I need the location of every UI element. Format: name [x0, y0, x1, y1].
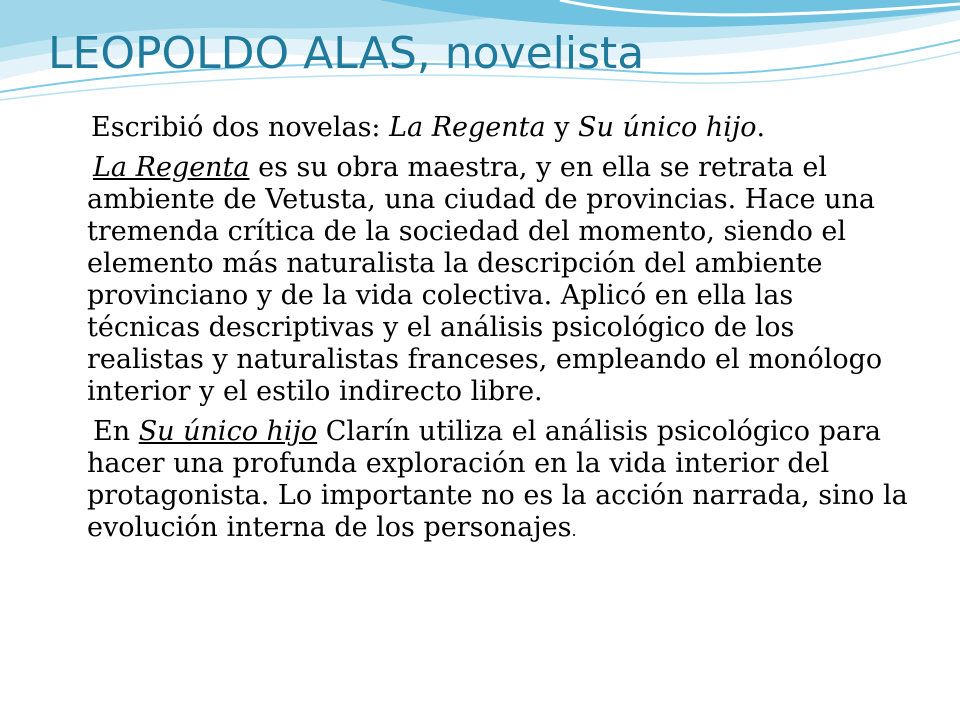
- slide-title: LEOPOLDO ALAS, novelista: [48, 28, 645, 79]
- paragraph-novels-list: [87, 112, 913, 144]
- p3-text-1: En: [93, 416, 139, 447]
- p2-novel-la-regenta: La Regenta: [93, 152, 250, 183]
- paragraph-su-unico-hijo: [87, 416, 913, 547]
- p3-text-3: .: [571, 521, 577, 540]
- p1-text-3: .: [756, 112, 766, 143]
- p2-text: es su obra maestra, y en ella se retrata el ambiente de Vetusta, una ciudad de provincias. Hace una tremenda crítica de la sociedad del momento, siendo el elemento más naturalista la descripción del ambiente provinciano y de la vida colectiva. Aplicó en ella las técnicas descriptivas y el análisis psicológico de los realistas y naturalistas franceses, empleando el monólogo interior y el estilo indirecto libre.: [87, 152, 883, 407]
- p1-text-1: Escribió dos novelas:: [91, 112, 390, 143]
- slide-body: [87, 112, 913, 555]
- p1-text-2: y: [545, 112, 579, 143]
- p3-text-2: Clarín utiliza el análisis psicológico para hacer una profunda exploración en la vida interior del protagonista. Lo importante no es la acción narrada, sino la evolución interna de los personajes: [87, 416, 908, 543]
- p1-novel-su-unico-hijo: Su único hijo: [578, 112, 757, 143]
- paragraph-la-regenta: [87, 152, 913, 408]
- p3-novel-su-unico-hijo: Su único hijo: [138, 416, 318, 447]
- p1-novel-la-regenta: La Regenta: [389, 112, 546, 143]
